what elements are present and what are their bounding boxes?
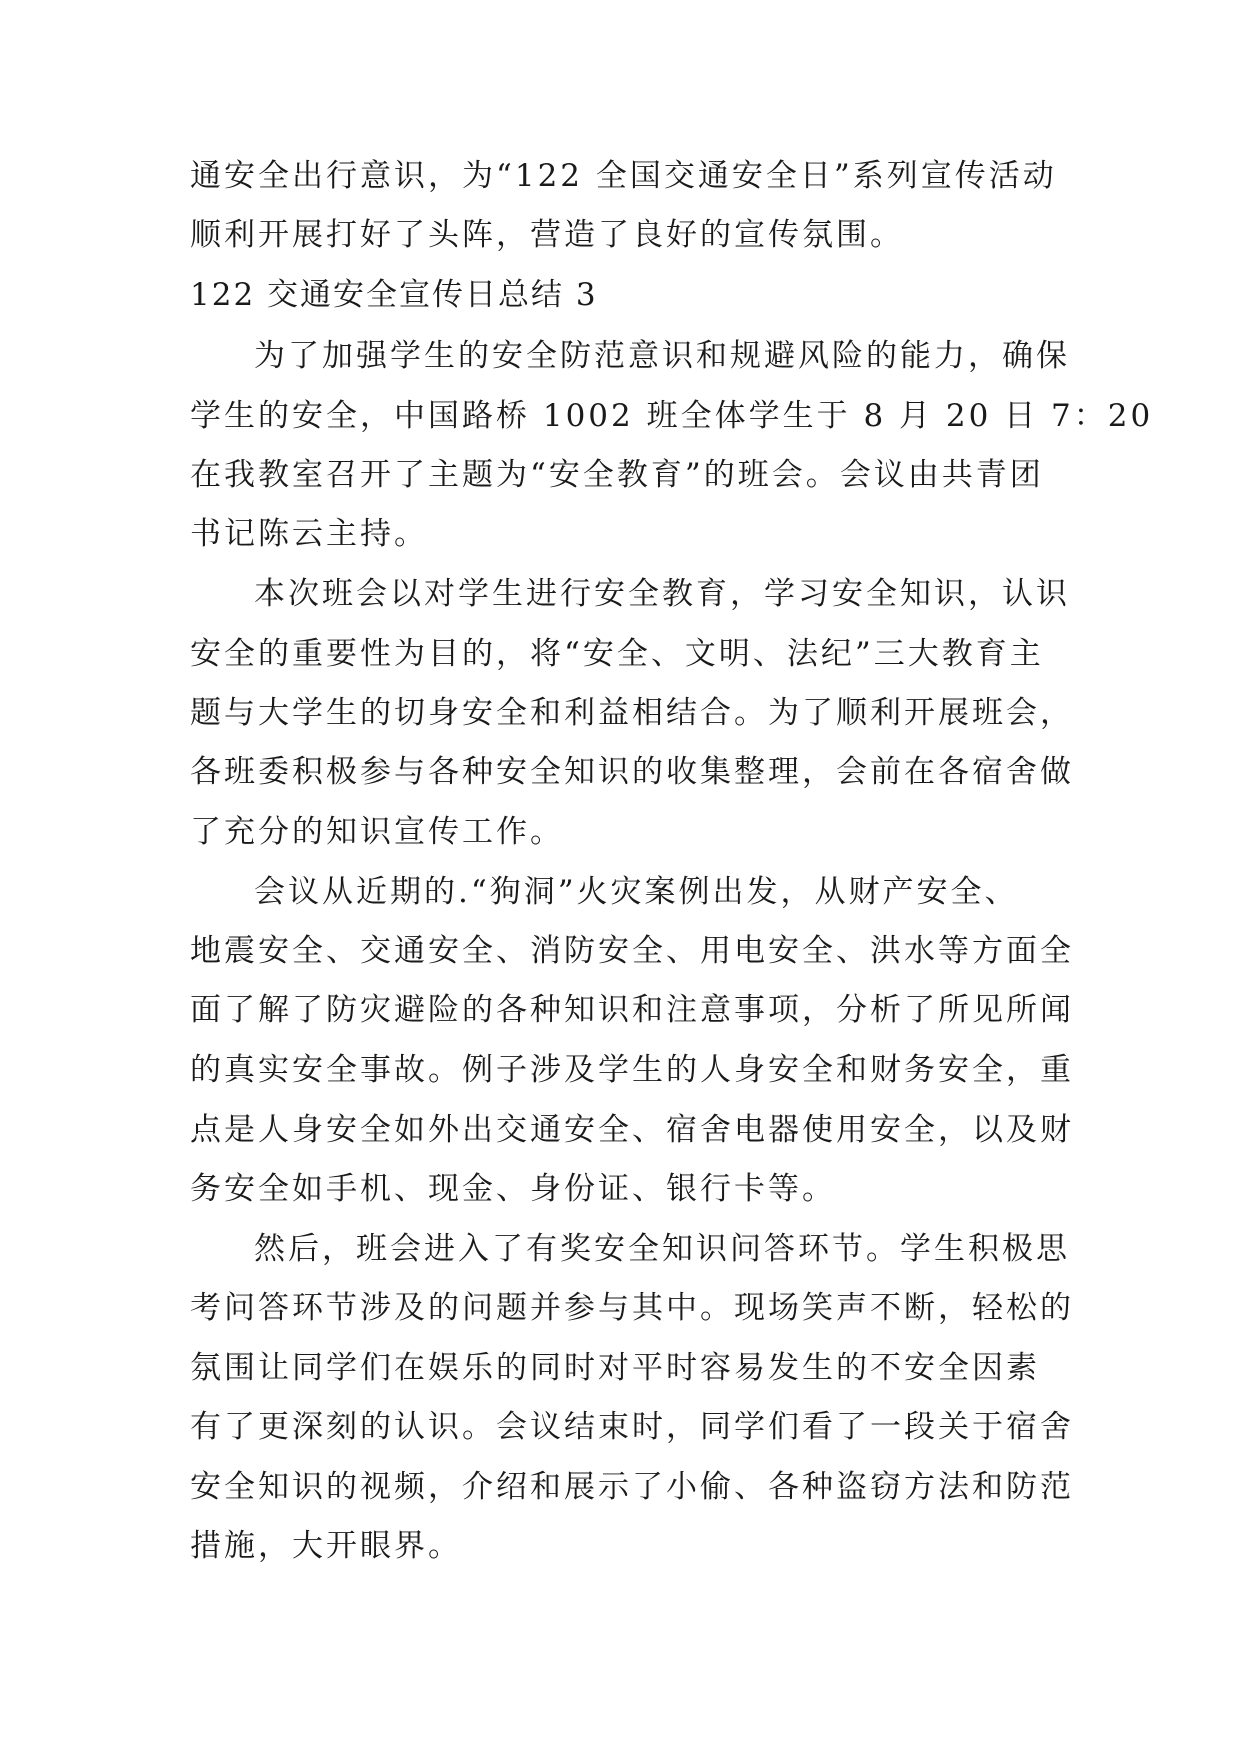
paragraph-first-line: 会议从近期的.“狗洞”火灾案例出发，从财产安全、	[254, 874, 1019, 910]
body-line: 措施，大开眼界。	[190, 1528, 462, 1564]
body-line: 有了更深刻的认识。会议结束时，同学们看了一段关于宿舍	[190, 1409, 1074, 1445]
body-line: 书记陈云主持。	[190, 516, 428, 552]
body-line: 题与大学生的切身安全和利益相结合。为了顺利开展班会，	[190, 695, 1074, 731]
body-line: 通安全出行意识，为“122 全国交通安全日”系列宣传活动	[190, 158, 1057, 194]
body-line: 安全知识的视频，介绍和展示了小偷、各种盗窃方法和防范	[190, 1469, 1074, 1505]
body-line: 安全的重要性为目的，将“安全、文明、法纪”三大教育主	[190, 636, 1044, 672]
body-line: 氛围让同学们在娱乐的同时对平时容易发生的不安全因素	[190, 1350, 1040, 1386]
body-line: 学生的安全，中国路桥 1002 班全体学生于 8 月 20 日 7：20	[190, 398, 1154, 434]
body-line: 各班委积极参与各种安全知识的收集整理，会前在各宿舍做	[190, 754, 1074, 790]
body-line: 顺利开展打好了头阵，营造了良好的宣传氛围。	[190, 217, 904, 253]
body-line: 考问答环节涉及的问题并参与其中。现场笑声不断，轻松的	[190, 1290, 1074, 1326]
body-line: 点是人身安全如外出交通安全、宿舍电器使用安全，以及财	[190, 1112, 1074, 1148]
body-line: 务安全如手机、现金、身份证、银行卡等。	[190, 1171, 836, 1207]
paragraph-first-line: 然后，班会进入了有奖安全知识问答环节。学生积极思	[254, 1231, 1070, 1267]
body-line: 了充分的知识宣传工作。	[190, 814, 564, 850]
section-heading: 122 交通安全宣传日总结 3	[190, 277, 598, 313]
body-line: 在我教室召开了主题为“安全教育”的班会。会议由共青团	[190, 457, 1044, 493]
paragraph-first-line: 为了加强学生的安全防范意识和规避风险的能力，确保	[254, 338, 1070, 374]
paragraph-first-line: 本次班会以对学生进行安全教育，学习安全知识，认识	[254, 576, 1070, 612]
body-line: 面了解了防灾避险的各种知识和注意事项，分析了所见所闻	[190, 992, 1074, 1028]
body-line: 地震安全、交通安全、消防安全、用电安全、洪水等方面全	[190, 933, 1074, 969]
body-line: 的真实安全事故。例子涉及学生的人身安全和财务安全，重	[190, 1052, 1074, 1088]
